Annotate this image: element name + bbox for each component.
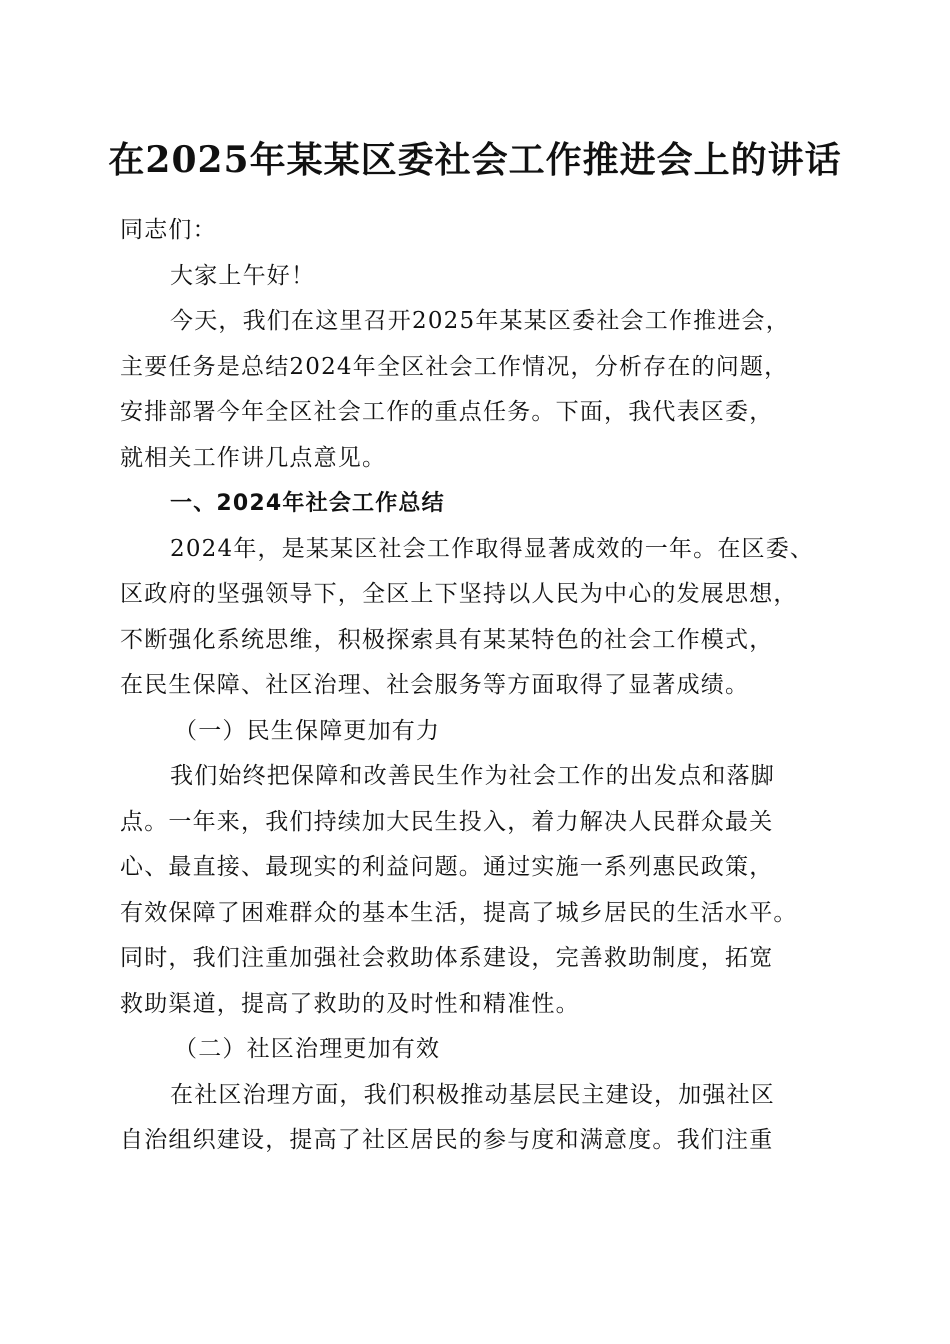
document-title: 在2025年某某区委社会工作推进会上的讲话 — [108, 139, 842, 181]
sub1-line: 救助渠道，提高了救助的及时性和精准性。 — [120, 990, 580, 1017]
sub1-line: 有效保障了困难群众的基本生活，提高了城乡居民的生活水平。 — [120, 899, 798, 926]
intro-line: 今天，我们在这里召开2025年某某区委社会工作推进会， — [170, 308, 790, 334]
sub1-line: 同时，我们注重加强社会救助体系建设，完善救助制度，拓宽 — [120, 945, 774, 971]
sub1-line: 我们始终把保障和改善民生作为社会工作的出发点和落脚 — [170, 763, 775, 789]
sub1-line: 点。一年来，我们持续加大民生投入，着力解决人民群众最关 — [120, 808, 774, 835]
section-heading: 一、2024年社会工作总结 — [170, 491, 445, 516]
sub1-line: 心、最直接、最现实的利益问题。通过实施一系列惠民政策， — [120, 854, 774, 880]
sub2-line: 自治组织建设，提高了社区居民的参与度和满意度。我们注重 — [120, 1127, 774, 1153]
section1-line: 区政府的坚强领导下，全区上下坚持以人民为中心的发展思想， — [120, 581, 798, 607]
intro-line: 就相关工作讲几点意见。 — [120, 444, 387, 471]
section1-line: 2024年，是某某区社会工作取得显著成效的一年。在区委、 — [170, 535, 815, 562]
subsection-heading: （二）社区治理更加有效 — [174, 1036, 441, 1062]
intro-line: 主要任务是总结2024年全区社会工作情况，分析存在的问题， — [120, 353, 789, 380]
section1-line: 在民生保障、社区治理、社会服务等方面取得了显著成绩。 — [120, 672, 750, 698]
greeting: 大家上午好！ — [170, 262, 316, 289]
salutation: 同志们： — [120, 217, 217, 243]
intro-line: 安排部署今年全区社会工作的重点任务。下面，我代表区委， — [120, 399, 774, 425]
subsection-heading: （一）民生保障更加有力 — [174, 717, 441, 744]
sub2-line: 在社区治理方面，我们积极推动基层民主建设，加强社区 — [170, 1081, 775, 1108]
document-body — [120, 208, 840, 1164]
section1-line: 不断强化系统思维，积极探索具有某某特色的社会工作模式， — [120, 626, 774, 653]
